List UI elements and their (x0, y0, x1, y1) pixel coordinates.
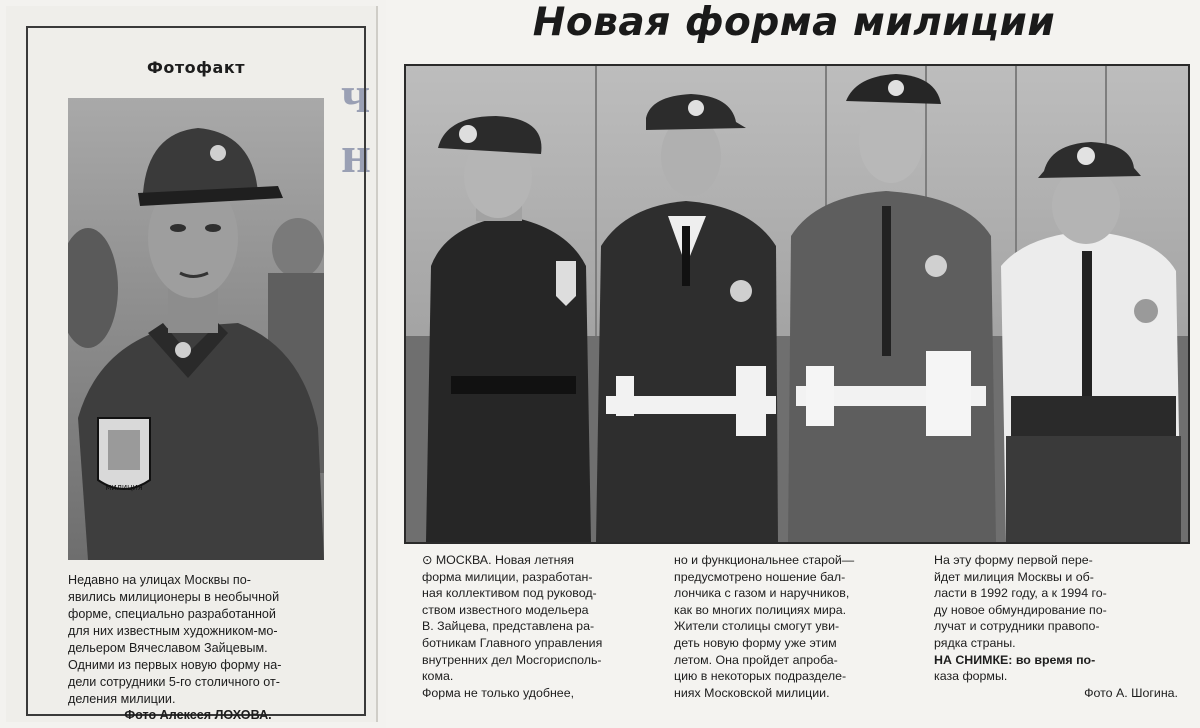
adjacent-article-fragment: ч н (341, 67, 371, 184)
fotofakt-frame (26, 26, 366, 722)
caption-line: дели сотрудники 5-го столичного от- (68, 675, 280, 689)
article-line: ласти в 1992 году, а к 1994 го- (934, 586, 1107, 601)
article-line: ду новое обмундирование по- (934, 602, 1107, 617)
article-line: ниях Московской милиции. (674, 685, 830, 700)
article-line: йдет милиция Москвы и об- (934, 569, 1094, 584)
right-clipping (386, 0, 1200, 728)
caption-line: Недавно на улицах Москвы по- (68, 573, 251, 587)
caption-line: явились милиционеры в необычной (68, 590, 280, 604)
article-line: Жители столицы смогут уви- (674, 619, 840, 634)
left-clipping (6, 6, 378, 722)
article-line: предусмотрено ношение бал- (674, 569, 846, 584)
article-line: внутренних дел Мосгорисполь- (422, 652, 602, 667)
article-line: кома. (422, 669, 454, 684)
article-headline: Новая форма милиции (532, 0, 1056, 45)
article-line: летом. Она пройдет апроба- (674, 652, 838, 667)
right-photo-credit: Фото А. Шогина. (1084, 685, 1178, 700)
fotofakt-heading: Фотофакт (147, 58, 245, 77)
article-line: рядка страны. (934, 635, 1016, 650)
article-column-3 (934, 552, 1178, 701)
photo-caption-line: НА СНИМКЕ: во время по- (934, 652, 1096, 667)
caption-line: Одними из первых новую форму на- (68, 658, 282, 672)
article-line: каза формы. (934, 669, 1008, 684)
article-line: лончика с газом и наручников, (674, 586, 850, 601)
article-line: ⊙ МОСКВА. Новая летняя (422, 553, 574, 567)
article-line: На эту форму первой пере- (934, 553, 1093, 567)
article-column-2 (674, 552, 918, 701)
uniform-show-photo (404, 64, 1190, 544)
article-line: ством известного модельера (422, 602, 589, 617)
article-line: ная коллективом под руковод- (422, 586, 597, 601)
article-line: деть новую форму уже этим (674, 635, 837, 650)
fotofakt-caption (68, 572, 328, 708)
article-column-1 (422, 552, 652, 701)
article-line: лучат и сотрудники правопо- (934, 619, 1100, 634)
left-photo-credit: Фото Алексея ЛОХОВА. (124, 708, 272, 722)
article-line: Форма не только удобнее, (422, 685, 575, 700)
article-line: В. Зайцева, представлена ра- (422, 619, 595, 634)
article-line: как во многих полициях мира. (674, 602, 847, 617)
sleeve-patch-label: МИЛИЦИЯ (105, 484, 143, 492)
article-line: форма милиции, разработан- (422, 569, 593, 584)
caption-line: деления милиции. (68, 692, 176, 706)
caption-line: для них известным художником-мо- (68, 624, 278, 638)
article-line: цию в некоторых подразделе- (674, 669, 847, 684)
caption-line: форме, специально разработанной (68, 607, 276, 621)
officer-portrait-photo (68, 98, 324, 560)
caption-line: дельером Вячеславом Зайцевым. (68, 641, 268, 655)
article-line: ботникам Главного управления (422, 635, 603, 650)
article-line: но и функциональнее старой— (674, 553, 855, 567)
